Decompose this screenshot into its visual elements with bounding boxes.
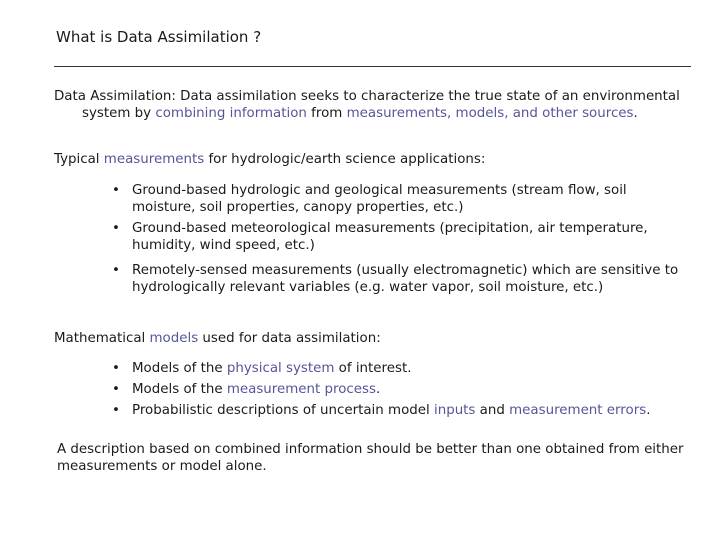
models-intro-highlight: models <box>149 331 199 346</box>
bullet-icon: • <box>112 382 120 397</box>
model-item-highlight: measurement process <box>226 382 376 397</box>
model-item-text-end: . <box>646 403 651 418</box>
model-item-uncertainty <box>112 402 682 419</box>
models-intro-pre: Mathematical <box>54 331 150 346</box>
definition-end: . <box>633 106 638 121</box>
definition-highlight-sources: measurements, models, and other sources <box>346 106 634 121</box>
conclusion-paragraph: A description based on combined information should be better than one obtained from either measurements or model alone. <box>57 442 684 474</box>
models-intro <box>54 330 684 347</box>
model-list <box>112 360 682 419</box>
measurement-item-text: Remotely-sensed measurements (usually electromagnetic) which are sensitive to hydrologically relevant variables (e.g. water vapor, soil moisture, etc.) <box>132 263 679 295</box>
definition-mid: from <box>306 106 347 121</box>
title-divider <box>54 66 691 67</box>
measurements-intro-pre: Typical <box>54 152 104 167</box>
bullet-icon: • <box>112 221 120 236</box>
model-item-physical-system <box>112 360 682 377</box>
measurement-item-remote-sensing <box>112 262 682 296</box>
model-item-text: Models of the <box>132 361 227 376</box>
model-item-text-post: . <box>375 382 381 397</box>
measurement-item-ground-hydrologic <box>112 182 682 216</box>
model-item-text: Models of the <box>132 382 227 397</box>
definition-lead: Data Assimilation: Data assimilation seeks to characterize the true state of an environmental system by <box>54 89 680 121</box>
model-item-measurement-process <box>112 381 682 398</box>
model-item-text-mid: and <box>475 403 510 418</box>
measurement-list <box>112 182 682 296</box>
slide-title: What is Data Assimilation ? <box>56 28 262 46</box>
definition-highlight-combining: combining information <box>155 106 307 121</box>
model-item-highlight: physical system <box>226 361 335 376</box>
models-intro-post: used for data assimilation: <box>198 331 381 346</box>
model-item-text-post: of interest. <box>334 361 412 376</box>
measurements-intro-highlight: measurements <box>103 152 205 167</box>
bullet-icon: • <box>112 361 120 376</box>
measurements-intro <box>54 151 684 168</box>
bullet-icon: • <box>112 263 120 278</box>
bullet-icon: • <box>112 183 120 198</box>
model-item-highlight-errors: measurement errors <box>509 403 647 418</box>
measurement-item-text: Ground-based hydrologic and geological measurements (stream flow, soil moisture, soil properties, canopy properties, etc.) <box>132 183 627 215</box>
measurement-item-text: Ground-based meteorological measurements (precipitation, air temperature, humidity, wind speed, etc.) <box>132 221 648 253</box>
measurement-item-ground-meteorological <box>112 220 682 254</box>
bullet-icon: • <box>112 403 120 418</box>
model-item-highlight-inputs: inputs <box>433 403 476 418</box>
definition-paragraph <box>54 88 712 122</box>
measurements-intro-post: for hydrologic/earth science applications: <box>204 152 486 167</box>
model-item-text: Probabilistic descriptions of uncertain model <box>132 403 434 418</box>
